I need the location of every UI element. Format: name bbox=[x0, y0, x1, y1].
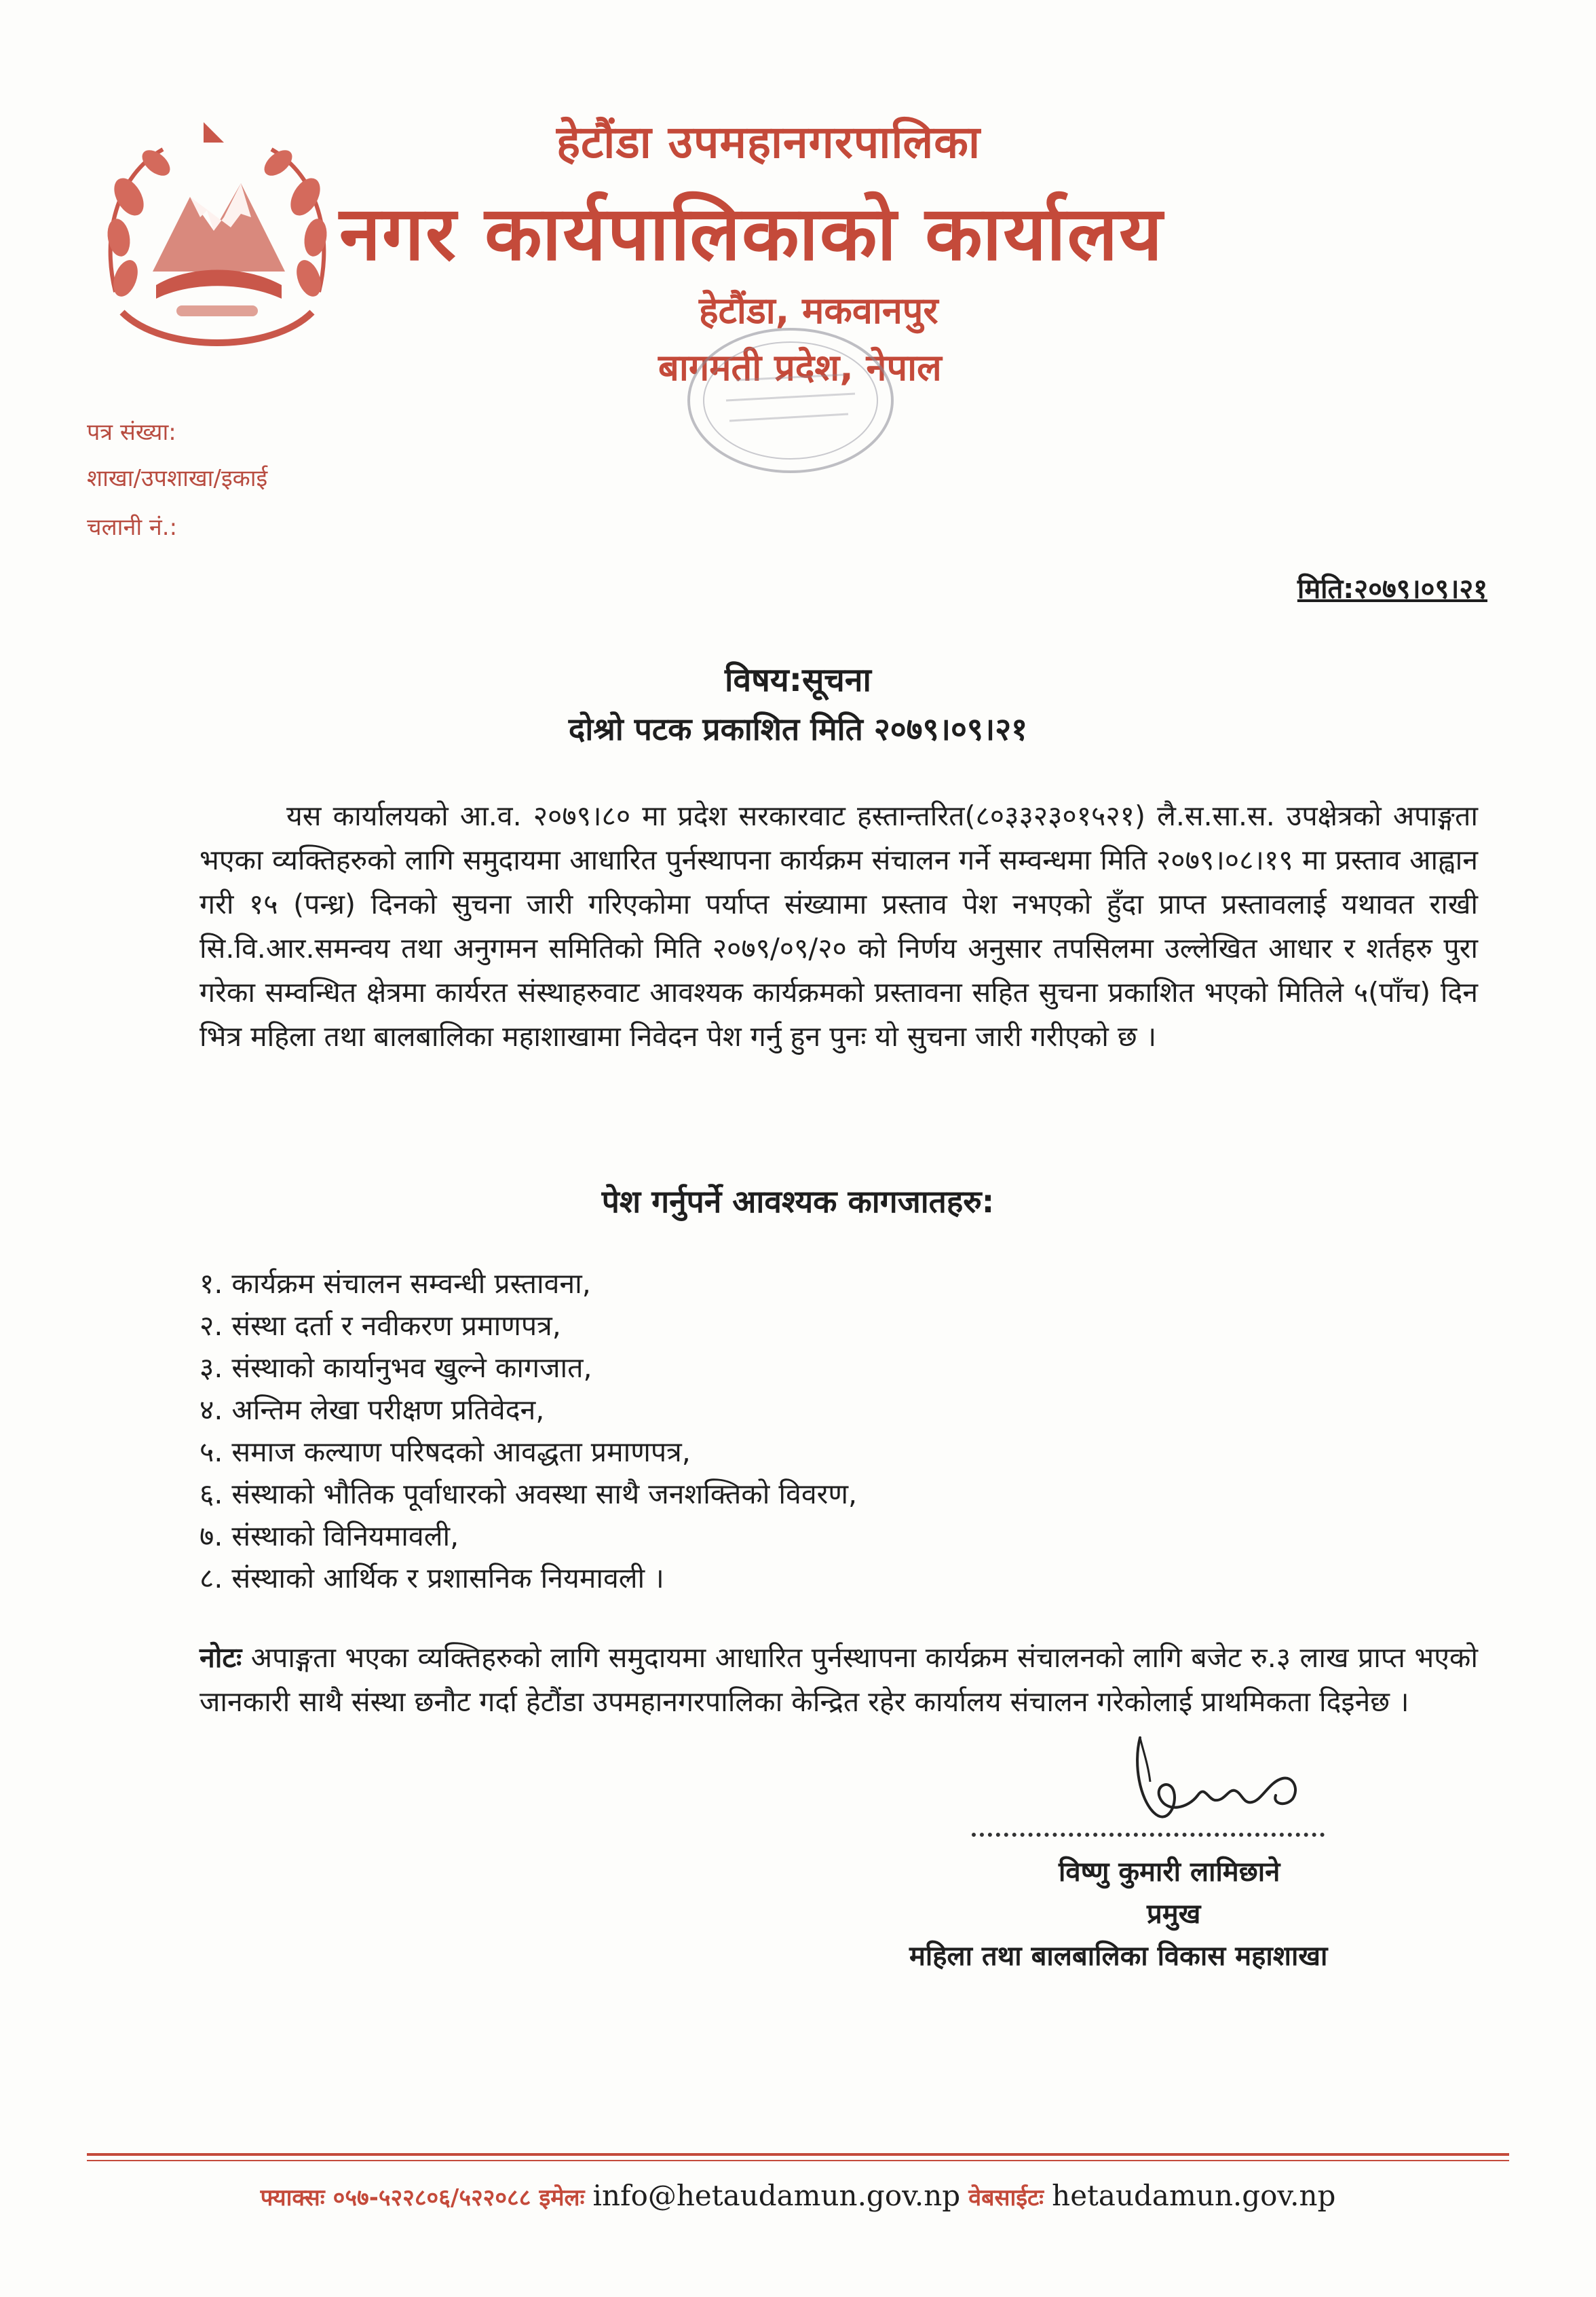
list-item: ३. संस्थाको कार्यानुभव खुल्ने कागजात, bbox=[200, 1351, 592, 1384]
required-documents-list bbox=[200, 1263, 857, 1599]
fax-label: फ्याक्सः bbox=[260, 2184, 325, 2211]
signatory-department: महिला तथा बालबालिका विकास महाशाखा bbox=[909, 1941, 1328, 1972]
office-name-title: नगर कार्यपालिकाको कार्यालय bbox=[339, 190, 1164, 277]
email-label: इमेलः bbox=[539, 2184, 585, 2211]
signature-icon bbox=[1113, 1724, 1316, 1833]
nepal-emblem-icon bbox=[88, 115, 346, 373]
list-item: २. संस्था दर्ता र नवीकरण प्रमाणपत्र, bbox=[200, 1309, 561, 1342]
list-item: ७. संस्थाको विनियमावली, bbox=[200, 1520, 459, 1552]
list-item: ५. समाज कल्याण परिषदको आवद्धता प्रमाणपत्र, bbox=[200, 1436, 691, 1468]
org-name-line: हेटौंडा उपमहानगरपालिका bbox=[556, 116, 981, 168]
office-province-line: बागमती प्रदेश, नेपाल bbox=[658, 346, 942, 389]
footer-divider bbox=[87, 2160, 1509, 2161]
signatory-name: विष्णु कुमारी लामिछाने bbox=[1059, 1856, 1280, 1888]
website-label: वेबसाईटः bbox=[968, 2184, 1044, 2211]
branch-label: शाखा/उपशाखा/इकाई bbox=[87, 465, 268, 492]
list-item: १. कार्यक्रम संचालन सम्वन्धी प्रस्तावना, bbox=[200, 1267, 591, 1300]
footer-contact bbox=[0, 2179, 1596, 2212]
list-item: ४. अन्तिम लेखा परीक्षण प्रतिवेदन, bbox=[200, 1394, 545, 1426]
office-stamp-icon bbox=[679, 319, 902, 482]
list-item: ८. संस्थाको आर्थिक र प्रशासनिक नियमावली । bbox=[200, 1562, 664, 1594]
publication-date-line: दोश्रो पटक प्रकाशित मिति २०७९।०९।२१ bbox=[568, 711, 1028, 747]
fax-number: ०५७-५२२८०६/५२२०८८ bbox=[332, 2184, 531, 2211]
office-address-line: हेटौंडा, मकवानपुर bbox=[699, 289, 938, 332]
required-documents-heading: पेश गर्नुपर्ने आवश्यक कागजातहरु: bbox=[601, 1183, 995, 1220]
note-text: अपाङ्गता भएका व्यक्तिहरुको लागि समुदायमा आधारित पुर्नस्थापना कार्यक्रम संचालनको लागि बजेट रु.३ लाख प्राप्त भएको जानकारी साथै संस्था छनौट गर्दा हेटौंडा उपमहानगरपालिका केन्द्रित रहेर कार्यालय संचालन गरेकोलाई प्राथमिकता दिइनेछ । bbox=[200, 1641, 1478, 1718]
dispatch-number-label: चलानी नं.: bbox=[87, 514, 178, 541]
note-paragraph bbox=[200, 1636, 1478, 1724]
signature-line bbox=[972, 1833, 1325, 1837]
list-item: ६. संस्थाको भौतिक पूर्वाधारको अवस्था साथै जनशक्तिको विवरण, bbox=[200, 1478, 858, 1510]
footer-divider bbox=[87, 2153, 1509, 2156]
subject-heading: विषय:सूचना bbox=[725, 661, 871, 699]
website-link[interactable]: hetaudamun.gov.np bbox=[1052, 2179, 1336, 2212]
email-address[interactable]: info@hetaudamun.gov.np bbox=[592, 2179, 961, 2212]
notice-paragraph: यस कार्यालयको आ.व. २०७९।८० मा प्रदेश सरकारवाट हस्तान्तरित(८०३३२३०१५२१) लै.स.सा.स. उपक्षेत्रको अपाङ्गता भएका व्यक्तिहरुको लागि समुदायमा आधारित पुर्नस्थापना कार्यक्रम संचालन गर्ने सम्वन्धमा मिति २०७९।०८।१९ मा प्रस्ताव आह्वान गरी १५ (पन्ध्र) दिनको सुचना जारी गरिएकोमा पर्याप्त संख्यामा प्रस्ताव पेश नभएको हुँदा प्राप्त प्रस्तावलाई यथावत राखी सि.वि.आर.समन्वय तथा अनुगमन समितिको मिति २०७९/०९/२० को निर्णय अनुसार तपसिलमा उल्लेखित आधार र शर्तहरु पुरा गरेका सम्वन्धित क्षेत्रमा कार्यरत संस्थाहरुवाट आवश्यक कार्यक्रमको प्रस्तावना सहित सुचना प्रकाशित भएको मितिले ५(पाँच) दिन भित्र महिला तथा बालबालिका महाशाखामा निवेदन पेश गर्नु हुन पुनः यो सुचना जारी गरीएको छ । bbox=[200, 800, 1478, 1053]
signatory-title: प्रमुख bbox=[1147, 1899, 1201, 1930]
document-date: मिति:२०७९।०९।२१ bbox=[1297, 574, 1487, 605]
letter-number-label: पत्र संख्या: bbox=[87, 419, 176, 446]
note-label: नोटः bbox=[200, 1641, 242, 1674]
